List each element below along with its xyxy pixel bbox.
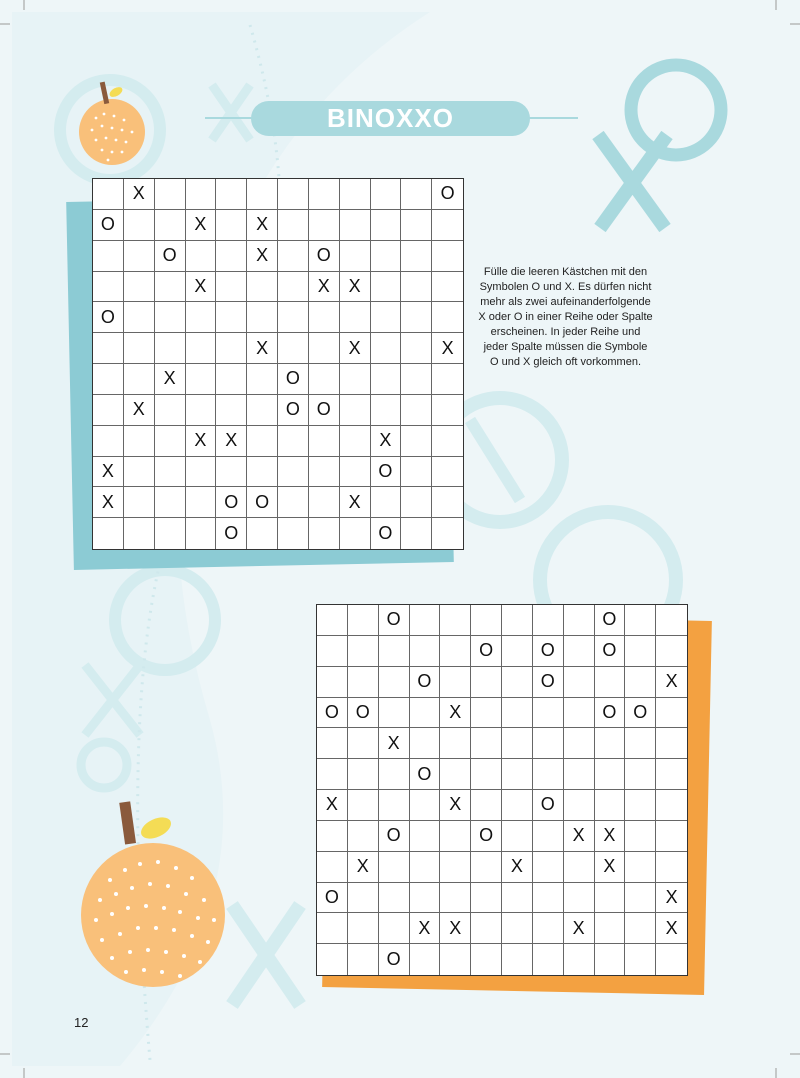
grid-cell[interactable]: O xyxy=(595,605,626,636)
grid-cell[interactable]: X xyxy=(340,272,371,303)
grid-cell[interactable]: X xyxy=(340,333,371,364)
grid-cell[interactable]: O xyxy=(471,636,502,667)
grid-cell[interactable]: O xyxy=(625,698,656,729)
grid-cell[interactable] xyxy=(317,728,348,759)
grid-cell[interactable] xyxy=(124,333,155,364)
grid-cell[interactable] xyxy=(595,944,626,975)
grid-cell[interactable]: O xyxy=(278,395,309,426)
grid-cell[interactable] xyxy=(371,395,402,426)
grid-cell[interactable] xyxy=(186,457,217,488)
grid-cell[interactable] xyxy=(371,210,402,241)
grid-cell[interactable] xyxy=(564,605,595,636)
grid-cell[interactable] xyxy=(502,636,533,667)
grid-cell[interactable]: O xyxy=(309,241,340,272)
grid-cell[interactable] xyxy=(348,636,379,667)
grid-cell[interactable] xyxy=(564,944,595,975)
grid-cell[interactable]: O xyxy=(155,241,186,272)
grid-cell[interactable] xyxy=(625,883,656,914)
grid-cell[interactable]: O xyxy=(216,518,247,549)
grid-cell[interactable]: X xyxy=(247,210,278,241)
grid-cell[interactable] xyxy=(247,426,278,457)
title-rule-left xyxy=(205,117,253,119)
grid-cell[interactable] xyxy=(155,395,186,426)
grid-cell[interactable] xyxy=(340,457,371,488)
grid-cell[interactable] xyxy=(186,364,217,395)
grid-cell[interactable] xyxy=(564,852,595,883)
grid-cell[interactable] xyxy=(216,333,247,364)
grid-cell[interactable] xyxy=(155,518,186,549)
grid-cell[interactable] xyxy=(401,457,432,488)
grid-cell[interactable] xyxy=(278,241,309,272)
grid-cell[interactable] xyxy=(656,790,687,821)
grid-cell[interactable] xyxy=(432,518,463,549)
grid-cell[interactable] xyxy=(216,210,247,241)
grid-cell[interactable] xyxy=(93,179,124,210)
grid-cell[interactable]: O xyxy=(410,759,441,790)
grid-cell[interactable] xyxy=(440,821,471,852)
grid-cell[interactable] xyxy=(317,821,348,852)
grid-cell[interactable] xyxy=(278,210,309,241)
grid-cell[interactable] xyxy=(440,605,471,636)
grid-cell[interactable] xyxy=(348,944,379,975)
grid-cell[interactable] xyxy=(317,852,348,883)
grid-cell[interactable]: O xyxy=(247,487,278,518)
grid-cell[interactable]: O xyxy=(533,636,564,667)
title-rule-right xyxy=(528,117,578,119)
grid-cell[interactable]: O xyxy=(379,821,410,852)
grid-cell[interactable] xyxy=(309,302,340,333)
grid-cell[interactable] xyxy=(440,759,471,790)
grid-cell[interactable] xyxy=(401,179,432,210)
grid-cell[interactable] xyxy=(379,883,410,914)
grid-cell[interactable] xyxy=(432,364,463,395)
grid-cell[interactable] xyxy=(124,272,155,303)
grid-cell[interactable] xyxy=(216,395,247,426)
grid-cell[interactable]: X xyxy=(317,790,348,821)
grid-cell[interactable] xyxy=(247,364,278,395)
instructions-text: Fülle die leeren Kästchen mit den Symbolen O und X. Es dürfen nicht mehr als zwei aufeinanderfolgende X oder O in einer Reihe oder Spalte erscheinen. In jeder Reihe und jeder Spalte müssen die Symbole O und X gleich oft vorkommen. xyxy=(478,266,653,368)
grid-cell[interactable] xyxy=(533,698,564,729)
grid-cell[interactable] xyxy=(309,333,340,364)
grid-cell[interactable] xyxy=(471,759,502,790)
leaf-icon xyxy=(138,813,175,843)
grid-cell[interactable] xyxy=(155,302,186,333)
grid-cell[interactable] xyxy=(317,913,348,944)
grid-cell[interactable] xyxy=(502,728,533,759)
grid-cell[interactable] xyxy=(432,210,463,241)
grid-cell[interactable] xyxy=(340,395,371,426)
grid-cell[interactable] xyxy=(124,302,155,333)
grid-cell[interactable] xyxy=(278,487,309,518)
grid-cell[interactable]: X xyxy=(656,667,687,698)
grid-cell[interactable] xyxy=(309,426,340,457)
grid-cell[interactable] xyxy=(371,272,402,303)
grid-cell[interactable]: O xyxy=(93,302,124,333)
grid-cell[interactable] xyxy=(348,821,379,852)
grid-cell[interactable] xyxy=(93,241,124,272)
grid-cell[interactable] xyxy=(155,426,186,457)
grid-cell[interactable] xyxy=(401,518,432,549)
grid-cell[interactable] xyxy=(317,944,348,975)
grid-cell[interactable] xyxy=(410,698,441,729)
grid-cell[interactable] xyxy=(410,605,441,636)
grid-cell[interactable] xyxy=(371,302,402,333)
grid-cell[interactable] xyxy=(371,364,402,395)
grid-cell[interactable]: O xyxy=(317,698,348,729)
grid-cell[interactable]: X xyxy=(440,913,471,944)
grid-cell[interactable] xyxy=(410,790,441,821)
grid-cell[interactable] xyxy=(410,944,441,975)
grid-cell[interactable] xyxy=(502,698,533,729)
grid-cell[interactable] xyxy=(216,179,247,210)
grid-cell[interactable]: X xyxy=(124,395,155,426)
grid-cell[interactable] xyxy=(309,210,340,241)
grid-cell[interactable] xyxy=(533,883,564,914)
grid-cell[interactable] xyxy=(124,518,155,549)
grid-cell[interactable]: O xyxy=(533,667,564,698)
grid-cell[interactable]: X xyxy=(564,913,595,944)
grid-cell[interactable] xyxy=(533,728,564,759)
grid-cell[interactable] xyxy=(247,518,278,549)
grid-cell[interactable]: X xyxy=(93,457,124,488)
grid-cell[interactable] xyxy=(340,364,371,395)
page-title: BINOXXO xyxy=(251,101,530,136)
grid-cell[interactable] xyxy=(595,883,626,914)
grid-cell[interactable] xyxy=(186,487,217,518)
orange-fruit-icon xyxy=(80,800,230,990)
grid-cell[interactable] xyxy=(348,728,379,759)
grid-cell[interactable] xyxy=(348,883,379,914)
grid-cell[interactable] xyxy=(379,790,410,821)
grid-cell[interactable] xyxy=(564,728,595,759)
grid-cell[interactable]: X xyxy=(186,210,217,241)
grid-cell[interactable]: X xyxy=(348,852,379,883)
grid-cell[interactable] xyxy=(656,759,687,790)
grid-cell[interactable] xyxy=(471,698,502,729)
grid-cell[interactable]: X xyxy=(379,728,410,759)
grid-cell[interactable] xyxy=(401,395,432,426)
grid-cell[interactable] xyxy=(533,913,564,944)
grid-cell[interactable] xyxy=(595,667,626,698)
grid-cell[interactable]: X xyxy=(340,487,371,518)
grid-cell[interactable]: X xyxy=(371,426,402,457)
grid-cell[interactable] xyxy=(155,333,186,364)
grid-cell[interactable] xyxy=(625,636,656,667)
grid-cell[interactable] xyxy=(340,241,371,272)
grid-cell[interactable] xyxy=(247,179,278,210)
grid-cell[interactable] xyxy=(309,518,340,549)
grid-cell[interactable] xyxy=(348,605,379,636)
grid-cell[interactable] xyxy=(432,272,463,303)
grid-cell[interactable] xyxy=(625,852,656,883)
grid-cell[interactable]: O xyxy=(371,457,402,488)
grid-cell[interactable] xyxy=(340,426,371,457)
grid-cell[interactable]: O xyxy=(93,210,124,241)
grid-cell[interactable] xyxy=(432,457,463,488)
grid-cell[interactable] xyxy=(348,667,379,698)
grid-cell[interactable] xyxy=(625,790,656,821)
grid-cell[interactable]: O xyxy=(278,364,309,395)
grid-cell[interactable] xyxy=(625,913,656,944)
grid-cell[interactable]: O xyxy=(371,518,402,549)
grid-cell[interactable]: O xyxy=(471,821,502,852)
grid-cell[interactable]: X xyxy=(432,333,463,364)
grid-cell[interactable]: X xyxy=(186,272,217,303)
grid-cell[interactable] xyxy=(564,698,595,729)
grid-cell[interactable] xyxy=(309,179,340,210)
grid-cell[interactable] xyxy=(278,457,309,488)
grid-cell[interactable] xyxy=(401,210,432,241)
grid-cell[interactable] xyxy=(124,487,155,518)
grid-cell[interactable] xyxy=(502,913,533,944)
grid-cell[interactable] xyxy=(471,852,502,883)
grid-cell[interactable] xyxy=(432,302,463,333)
grid-cell[interactable] xyxy=(502,790,533,821)
grid-cell[interactable] xyxy=(340,518,371,549)
grid-cell[interactable] xyxy=(278,426,309,457)
grid-cell[interactable] xyxy=(471,605,502,636)
grid-cell[interactable] xyxy=(216,241,247,272)
grid-cell[interactable] xyxy=(502,605,533,636)
grid-cell[interactable] xyxy=(93,518,124,549)
puzzle-grid-2[interactable] xyxy=(316,604,688,976)
grid-cell[interactable] xyxy=(340,210,371,241)
grid-cell[interactable] xyxy=(401,302,432,333)
grid-cell[interactable] xyxy=(564,883,595,914)
grid-cell[interactable] xyxy=(564,636,595,667)
grid-cell[interactable] xyxy=(317,636,348,667)
grid-cell[interactable] xyxy=(432,241,463,272)
grid-cell[interactable] xyxy=(595,759,626,790)
grid-cell[interactable] xyxy=(440,728,471,759)
grid-cell[interactable] xyxy=(340,179,371,210)
grid-cell[interactable]: X xyxy=(155,364,186,395)
grid-cell[interactable] xyxy=(625,605,656,636)
grid-cell[interactable]: X xyxy=(564,821,595,852)
grid-cell[interactable] xyxy=(401,333,432,364)
grid-cell[interactable] xyxy=(432,487,463,518)
grid-cell[interactable] xyxy=(278,333,309,364)
grid-cell[interactable] xyxy=(625,759,656,790)
grid-cell[interactable] xyxy=(340,302,371,333)
grid-cell[interactable] xyxy=(216,457,247,488)
grid-cell[interactable] xyxy=(533,605,564,636)
grid-cell[interactable] xyxy=(186,395,217,426)
grid-cell[interactable] xyxy=(155,457,186,488)
grid-cell[interactable] xyxy=(124,210,155,241)
grid-cell[interactable] xyxy=(471,913,502,944)
grid-cell[interactable]: O xyxy=(432,179,463,210)
grid-cell[interactable] xyxy=(656,821,687,852)
grid-cell[interactable] xyxy=(564,667,595,698)
page-number: 12 xyxy=(74,1015,89,1030)
grid-cell[interactable]: X xyxy=(247,241,278,272)
grid-cell[interactable] xyxy=(401,241,432,272)
grid-cell[interactable] xyxy=(401,426,432,457)
grid-cell[interactable] xyxy=(186,302,217,333)
grid-cell[interactable]: X xyxy=(440,698,471,729)
grid-cell[interactable] xyxy=(533,821,564,852)
grid-cell[interactable] xyxy=(124,364,155,395)
grid-cell[interactable] xyxy=(625,667,656,698)
grid-cell[interactable] xyxy=(186,518,217,549)
grid-cell[interactable] xyxy=(656,852,687,883)
grid-cell[interactable] xyxy=(317,605,348,636)
grid-cell[interactable] xyxy=(564,759,595,790)
grid-cell[interactable] xyxy=(533,852,564,883)
grid-cell[interactable]: X xyxy=(656,883,687,914)
grid-cell[interactable] xyxy=(317,667,348,698)
grid-cell[interactable] xyxy=(155,272,186,303)
grid-cell[interactable] xyxy=(216,302,247,333)
grid-cell[interactable] xyxy=(379,636,410,667)
grid-cell[interactable] xyxy=(502,821,533,852)
grid-cell[interactable] xyxy=(93,364,124,395)
grid-cell[interactable] xyxy=(379,667,410,698)
grid-cell[interactable] xyxy=(278,518,309,549)
grid-cell[interactable] xyxy=(348,790,379,821)
grid-cell[interactable] xyxy=(247,395,278,426)
grid-cell[interactable]: O xyxy=(379,605,410,636)
grid-cell[interactable] xyxy=(533,759,564,790)
grid-cell[interactable] xyxy=(309,487,340,518)
grid-cell[interactable] xyxy=(93,395,124,426)
grid-cell[interactable] xyxy=(564,790,595,821)
grid-cell[interactable] xyxy=(410,636,441,667)
grid-cell[interactable] xyxy=(379,698,410,729)
grid-cell[interactable] xyxy=(471,883,502,914)
grid-cell[interactable] xyxy=(155,179,186,210)
grid-cell[interactable] xyxy=(440,636,471,667)
grid-cell[interactable] xyxy=(348,759,379,790)
grid-cell[interactable]: X xyxy=(410,913,441,944)
grid-cell[interactable]: X xyxy=(247,333,278,364)
grid-cell[interactable]: O xyxy=(317,883,348,914)
grid-cell[interactable] xyxy=(186,241,217,272)
grid-cell[interactable] xyxy=(216,364,247,395)
grid-cell[interactable] xyxy=(247,457,278,488)
grid-cell[interactable] xyxy=(656,944,687,975)
grid-cell[interactable]: O xyxy=(410,667,441,698)
grid-cell[interactable] xyxy=(471,944,502,975)
grid-cell[interactable] xyxy=(595,728,626,759)
grid-cell[interactable] xyxy=(656,728,687,759)
orange-fruit-icon xyxy=(74,78,152,168)
grid-cell[interactable] xyxy=(656,636,687,667)
grid-cell[interactable] xyxy=(93,272,124,303)
grid-cell[interactable] xyxy=(155,487,186,518)
grid-cell[interactable] xyxy=(186,333,217,364)
grid-cell[interactable] xyxy=(625,821,656,852)
grid-cell[interactable] xyxy=(410,821,441,852)
grid-cell[interactable] xyxy=(471,790,502,821)
grid-cell[interactable] xyxy=(124,457,155,488)
grid-cell[interactable] xyxy=(247,272,278,303)
grid-cell[interactable] xyxy=(440,667,471,698)
grid-cell[interactable] xyxy=(471,667,502,698)
grid-cell[interactable] xyxy=(595,790,626,821)
grid-cell[interactable] xyxy=(625,728,656,759)
grid-cell[interactable] xyxy=(155,210,186,241)
grid-cell[interactable] xyxy=(93,333,124,364)
grid-cell[interactable]: X xyxy=(440,790,471,821)
grid-cell[interactable] xyxy=(432,426,463,457)
grid-cell[interactable] xyxy=(656,605,687,636)
grid-cell[interactable] xyxy=(440,883,471,914)
grid-cell[interactable]: X xyxy=(216,426,247,457)
grid-cell[interactable] xyxy=(440,852,471,883)
grid-cell[interactable] xyxy=(371,487,402,518)
grid-cell[interactable] xyxy=(348,913,379,944)
grid-cell[interactable] xyxy=(278,302,309,333)
grid-cell[interactable] xyxy=(502,944,533,975)
grid-cell[interactable] xyxy=(371,179,402,210)
grid-cell[interactable]: X xyxy=(595,821,626,852)
grid-cell[interactable] xyxy=(379,759,410,790)
grid-cell[interactable] xyxy=(371,333,402,364)
grid-cell[interactable] xyxy=(371,241,402,272)
grid-cell[interactable] xyxy=(278,179,309,210)
grid-cell[interactable]: O xyxy=(379,944,410,975)
grid-cell[interactable] xyxy=(309,364,340,395)
grid-cell[interactable] xyxy=(410,728,441,759)
grid-cell[interactable]: X xyxy=(93,487,124,518)
grid-cell[interactable]: X xyxy=(656,913,687,944)
grid-cell[interactable] xyxy=(502,883,533,914)
grid-cell[interactable] xyxy=(471,728,502,759)
grid-cell[interactable] xyxy=(186,179,217,210)
grid-cell[interactable] xyxy=(502,759,533,790)
grid-cell[interactable]: O xyxy=(595,698,626,729)
grid-cell[interactable]: O xyxy=(216,487,247,518)
grid-cell[interactable]: O xyxy=(595,636,626,667)
grid-cell[interactable] xyxy=(124,426,155,457)
grid-cell[interactable] xyxy=(216,272,247,303)
grid-cell[interactable]: X xyxy=(124,179,155,210)
grid-cell[interactable] xyxy=(533,944,564,975)
grid-cell[interactable] xyxy=(379,913,410,944)
grid-cell[interactable] xyxy=(410,883,441,914)
grid-cell[interactable] xyxy=(317,759,348,790)
grid-cell[interactable] xyxy=(432,395,463,426)
grid-cell[interactable] xyxy=(379,852,410,883)
grid-cell[interactable] xyxy=(625,944,656,975)
grid-cell[interactable] xyxy=(278,272,309,303)
grid-cell[interactable] xyxy=(595,913,626,944)
grid-cell[interactable]: X xyxy=(595,852,626,883)
grid-cell[interactable] xyxy=(309,457,340,488)
grid-cell[interactable]: X xyxy=(309,272,340,303)
grid-cell[interactable] xyxy=(401,487,432,518)
grid-cell[interactable]: O xyxy=(533,790,564,821)
grid-cell[interactable] xyxy=(124,241,155,272)
grid-cell[interactable] xyxy=(401,364,432,395)
puzzle-grid-1[interactable] xyxy=(92,178,464,550)
grid-cell[interactable]: O xyxy=(348,698,379,729)
grid-cell[interactable] xyxy=(410,852,441,883)
grid-cell[interactable]: X xyxy=(502,852,533,883)
grid-cell[interactable] xyxy=(656,698,687,729)
grid-cell[interactable] xyxy=(93,426,124,457)
grid-cell[interactable] xyxy=(247,302,278,333)
grid-cell[interactable] xyxy=(440,944,471,975)
grid-cell[interactable]: O xyxy=(309,395,340,426)
grid-cell[interactable]: X xyxy=(186,426,217,457)
grid-cell[interactable] xyxy=(502,667,533,698)
grid-cell[interactable] xyxy=(401,272,432,303)
